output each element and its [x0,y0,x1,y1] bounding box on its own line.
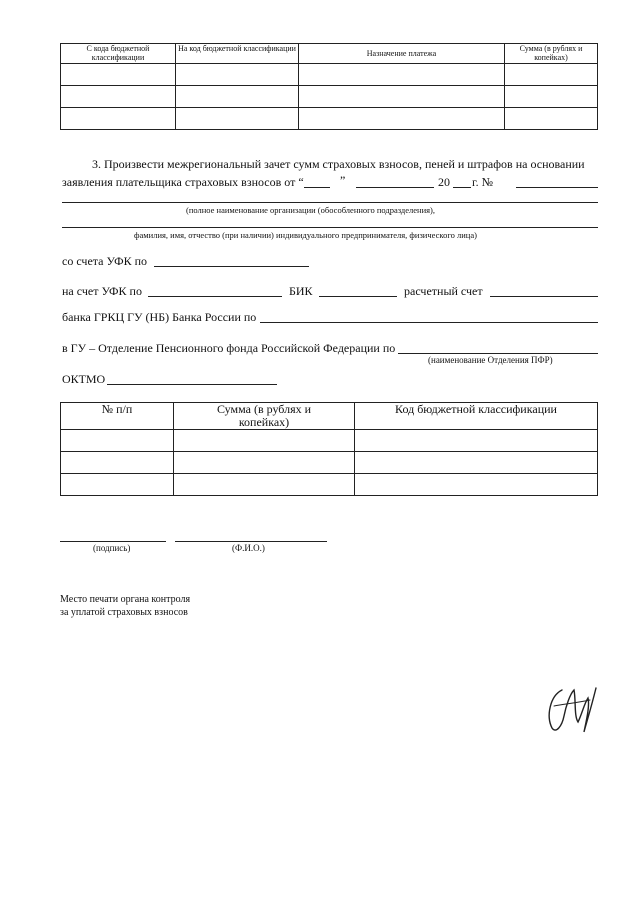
offset-amounts-table [60,402,598,496]
table-row [61,64,598,86]
table-row [61,108,598,130]
header-sum-label: Сумма (в рублях и копейках) [216,402,312,429]
bank-field[interactable] [260,322,598,323]
to-account-label: на счет УФК по [62,284,142,298]
bank-label: банка ГРКЦ ГУ (НБ) Банка России по [62,310,257,324]
bik-label: БИК [289,284,313,298]
payment-codes-table [60,43,598,130]
stamp-place-line1: Место печати органа контроля [60,594,191,605]
cell-from-kbk[interactable] [61,108,176,130]
table-header-row [61,44,598,64]
pfr-caption: (наименование Отделения ПФР) [428,355,553,365]
to-ufk-field[interactable] [148,296,282,297]
cell-purpose[interactable] [299,108,505,130]
cell-amount[interactable] [505,86,598,108]
header-amount: Сумма (в рублях и копейках) [505,44,598,64]
pfr-label: в ГУ – Отделение Пенсионного фонда Российской Федерации по [62,341,396,355]
cell-from-kbk[interactable] [61,64,176,86]
header-purpose: Назначение платежа [299,44,505,64]
application-number-field[interactable] [516,187,598,188]
header-from-kbk: С кода бюджетной классификации [61,44,176,64]
cell-to-kbk[interactable] [176,86,299,108]
signature-field[interactable] [60,541,166,542]
date-day-field[interactable] [304,187,330,188]
cell-kbk[interactable] [355,474,598,496]
table-row [61,452,598,474]
settlement-account-label: расчетный счет [404,284,483,298]
cell-kbk[interactable] [355,452,598,474]
cell-purpose[interactable] [299,86,505,108]
cell-sum[interactable] [174,430,355,452]
cell-number[interactable] [61,430,174,452]
header-number [61,403,174,430]
section3-line1: 3. Произвести межрегиональный зачет сумм страховых взносов, пеней и штрафов на основании [92,157,585,171]
table-row [61,430,598,452]
full-name-field[interactable] [175,541,327,542]
from-account-label: со счета УФК по [62,254,148,268]
header-kbk-label: Код бюджетной классификации [395,402,557,416]
person-name-field[interactable] [62,227,598,228]
full-name-caption: (Ф.И.О.) [232,543,265,553]
header-sum [174,403,355,430]
cell-number[interactable] [61,452,174,474]
date-year-field[interactable] [453,187,471,188]
organization-caption: (полное наименование организации (обособленного подразделения), [186,205,436,215]
table-header-row [61,403,598,430]
cell-amount[interactable] [505,108,598,130]
cell-kbk[interactable] [355,430,598,452]
table-row [61,86,598,108]
organization-name-field[interactable] [62,202,598,203]
table-row [61,474,598,496]
person-caption: фамилия, имя, отчество (при наличии) индивидуального предпринимателя, физического лица) [134,230,477,240]
bik-field[interactable] [319,296,397,297]
cell-amount[interactable] [505,64,598,86]
settlement-account-field[interactable] [490,296,598,297]
quote-close: ” [340,173,346,187]
cell-purpose[interactable] [299,64,505,86]
cell-sum[interactable] [174,452,355,474]
date-month-field[interactable] [356,187,434,188]
cell-sum[interactable] [174,474,355,496]
oktmo-field[interactable] [107,384,277,385]
year-label: 20 [438,175,450,189]
header-kbk [355,403,598,430]
number-label: г. № [472,175,494,189]
oktmo-label: ОКТМО [62,372,106,386]
cell-number[interactable] [61,474,174,496]
signature-caption: (подпись) [93,543,131,553]
stamp-place-line2: за уплатой страховых взносов [60,607,188,618]
from-ufk-field[interactable] [154,266,309,267]
cell-to-kbk[interactable] [176,108,299,130]
pfr-field[interactable] [398,353,598,354]
section3-line2-prefix: заявления плательщика страховых взносов от “ [62,175,304,189]
cell-to-kbk[interactable] [176,64,299,86]
handwritten-signature [540,676,602,740]
header-number-label: № п/п [101,402,133,416]
cell-from-kbk[interactable] [61,86,176,108]
header-to-kbk: На код бюджетной классификации [176,44,299,64]
